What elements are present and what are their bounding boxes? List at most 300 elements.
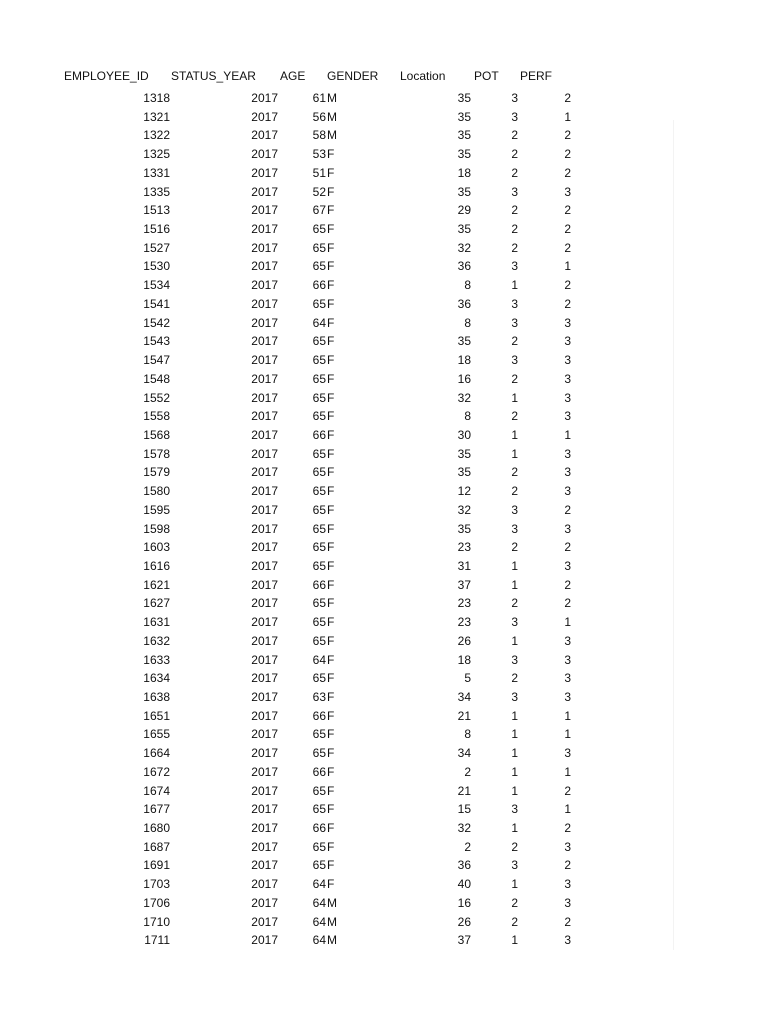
cell-perf: 1 <box>564 259 571 274</box>
cell-status-year: 2017 <box>251 596 278 611</box>
cell-gender: F <box>327 764 335 779</box>
cell-perf: 2 <box>564 502 571 517</box>
cell-employee-id: 1633 <box>143 652 170 667</box>
cell-status-year: 2017 <box>251 315 278 330</box>
cell-location: 32 <box>457 502 471 517</box>
cell-location: 35 <box>457 109 471 124</box>
cell-status-year: 2017 <box>251 446 278 461</box>
cell-location: 21 <box>457 783 471 798</box>
cell-age: 66 <box>312 278 326 293</box>
cell-age: 65 <box>312 746 326 761</box>
cell-location: 36 <box>457 296 471 311</box>
cell-perf: 2 <box>564 914 571 929</box>
cell-perf: 2 <box>564 222 571 237</box>
cell-gender: F <box>327 427 335 442</box>
cell-status-year: 2017 <box>251 577 278 592</box>
cell-age: 64 <box>312 933 326 948</box>
cell-gender: F <box>327 371 335 386</box>
table-row <box>0 594 768 613</box>
cell-employee-id: 1335 <box>143 184 170 199</box>
cell-gender: F <box>327 615 335 630</box>
cell-perf: 1 <box>564 727 571 742</box>
cell-perf: 1 <box>564 615 571 630</box>
cell-gender: F <box>327 502 335 517</box>
cell-age: 65 <box>312 296 326 311</box>
cell-employee-id: 1674 <box>143 783 170 798</box>
cell-perf: 1 <box>564 802 571 817</box>
cell-age: 65 <box>312 727 326 742</box>
cell-employee-id: 1541 <box>143 296 170 311</box>
cell-location: 23 <box>457 596 471 611</box>
header-status-year: STATUS_YEAR <box>171 69 256 83</box>
cell-gender: F <box>327 240 335 255</box>
cell-status-year: 2017 <box>251 278 278 293</box>
cell-perf: 3 <box>564 652 571 667</box>
cell-employee-id: 1711 <box>144 933 170 948</box>
table-row <box>0 445 768 464</box>
cell-status-year: 2017 <box>251 147 278 162</box>
table-row <box>0 819 768 838</box>
table-row <box>0 463 768 482</box>
cell-status-year: 2017 <box>251 746 278 761</box>
cell-gender: F <box>327 802 335 817</box>
cell-gender: F <box>327 783 335 798</box>
cell-location: 35 <box>457 465 471 480</box>
table-row <box>0 108 768 127</box>
cell-perf: 3 <box>564 746 571 761</box>
cell-perf: 3 <box>564 933 571 948</box>
cell-pot: 2 <box>511 147 518 162</box>
table-row <box>0 126 768 145</box>
cell-pot: 2 <box>511 465 518 480</box>
cell-gender: M <box>327 109 337 124</box>
cell-employee-id: 1598 <box>143 521 170 536</box>
cell-location: 8 <box>464 409 471 424</box>
cell-location: 40 <box>457 877 471 892</box>
cell-perf: 2 <box>564 540 571 555</box>
cell-age: 61 <box>312 91 326 105</box>
cell-employee-id: 1543 <box>143 334 170 349</box>
cell-status-year: 2017 <box>251 690 278 704</box>
cell-gender: F <box>327 147 335 162</box>
cell-status-year: 2017 <box>251 128 278 143</box>
cell-location: 8 <box>464 278 471 293</box>
table-row <box>0 389 768 408</box>
cell-perf: 3 <box>564 334 571 349</box>
cell-pot: 1 <box>511 764 518 779</box>
cell-age: 58 <box>312 128 326 143</box>
cell-age: 65 <box>312 222 326 237</box>
cell-employee-id: 1530 <box>143 259 170 274</box>
cell-perf: 3 <box>564 839 571 854</box>
cell-pot: 3 <box>511 652 518 667</box>
cell-pot: 3 <box>511 690 518 704</box>
table-row <box>0 370 768 389</box>
cell-employee-id: 1634 <box>143 671 170 686</box>
cell-perf: 3 <box>564 465 571 480</box>
cell-pot: 3 <box>511 315 518 330</box>
cell-age: 66 <box>312 708 326 723</box>
cell-status-year: 2017 <box>251 371 278 386</box>
table-row <box>0 632 768 651</box>
cell-pot: 3 <box>511 109 518 124</box>
cell-location: 32 <box>457 240 471 255</box>
cell-perf: 2 <box>564 91 571 105</box>
cell-gender: F <box>327 165 335 180</box>
cell-location: 30 <box>457 427 471 442</box>
cell-location: 5 <box>464 671 471 686</box>
cell-status-year: 2017 <box>251 203 278 218</box>
cell-gender: F <box>327 821 335 836</box>
table-row <box>0 931 768 950</box>
cell-pot: 2 <box>511 371 518 386</box>
cell-employee-id: 1627 <box>143 596 170 611</box>
cell-pot: 1 <box>511 821 518 836</box>
cell-perf: 3 <box>564 895 571 910</box>
cell-gender: M <box>327 128 337 143</box>
cell-pot: 2 <box>511 484 518 499</box>
cell-status-year: 2017 <box>251 502 278 517</box>
cell-status-year: 2017 <box>251 540 278 555</box>
cell-employee-id: 1331 <box>143 165 170 180</box>
cell-status-year: 2017 <box>251 427 278 442</box>
cell-employee-id: 1710 <box>143 914 170 929</box>
cell-location: 18 <box>457 353 471 368</box>
cell-location: 26 <box>457 914 471 929</box>
cell-perf: 1 <box>564 109 571 124</box>
cell-status-year: 2017 <box>251 240 278 255</box>
cell-location: 35 <box>457 91 471 105</box>
cell-location: 35 <box>457 128 471 143</box>
header-location: Location <box>400 69 446 83</box>
cell-age: 65 <box>312 409 326 424</box>
header-age: AGE <box>280 69 306 83</box>
cell-pot: 2 <box>511 203 518 218</box>
table-row <box>0 613 768 632</box>
cell-employee-id: 1632 <box>143 633 170 648</box>
cell-employee-id: 1558 <box>143 409 170 424</box>
cell-pot: 2 <box>511 222 518 237</box>
cell-employee-id: 1579 <box>143 465 170 480</box>
cell-location: 34 <box>457 690 471 704</box>
cell-perf: 3 <box>564 390 571 405</box>
cell-age: 67 <box>312 203 326 218</box>
cell-age: 65 <box>312 596 326 611</box>
cell-perf: 2 <box>564 858 571 873</box>
cell-employee-id: 1318 <box>143 91 170 105</box>
table-row <box>0 669 768 688</box>
cell-age: 65 <box>312 446 326 461</box>
cell-gender: F <box>327 465 335 480</box>
data-rows <box>0 89 768 950</box>
cell-employee-id: 1621 <box>143 577 170 592</box>
cell-age: 65 <box>312 783 326 798</box>
cell-gender: F <box>327 746 335 761</box>
table-row <box>0 651 768 670</box>
cell-age: 65 <box>312 615 326 630</box>
table-row <box>0 894 768 913</box>
cell-status-year: 2017 <box>251 222 278 237</box>
cell-pot: 1 <box>511 633 518 648</box>
cell-status-year: 2017 <box>251 259 278 274</box>
cell-pot: 3 <box>511 615 518 630</box>
cell-location: 31 <box>457 558 471 573</box>
cell-gender: F <box>327 577 335 592</box>
table-row <box>0 257 768 276</box>
cell-status-year: 2017 <box>251 933 278 948</box>
cell-pot: 2 <box>511 240 518 255</box>
cell-employee-id: 1321 <box>143 109 170 124</box>
cell-perf: 2 <box>564 821 571 836</box>
cell-pot: 2 <box>511 165 518 180</box>
cell-status-year: 2017 <box>251 783 278 798</box>
cell-employee-id: 1513 <box>143 203 170 218</box>
table-row <box>0 220 768 239</box>
cell-pot: 1 <box>511 427 518 442</box>
cell-pot: 2 <box>511 596 518 611</box>
table-row <box>0 913 768 932</box>
cell-location: 2 <box>464 764 471 779</box>
cell-status-year: 2017 <box>251 764 278 779</box>
cell-employee-id: 1547 <box>143 353 170 368</box>
table-row <box>0 201 768 220</box>
header-row <box>0 69 768 87</box>
table-row <box>0 538 768 557</box>
cell-gender: F <box>327 390 335 405</box>
cell-age: 66 <box>312 427 326 442</box>
cell-pot: 3 <box>511 502 518 517</box>
cell-age: 65 <box>312 671 326 686</box>
cell-perf: 3 <box>564 184 571 199</box>
cell-pot: 3 <box>511 259 518 274</box>
cell-status-year: 2017 <box>251 465 278 480</box>
cell-status-year: 2017 <box>251 802 278 817</box>
cell-status-year: 2017 <box>251 353 278 368</box>
table-row <box>0 707 768 726</box>
table-row <box>0 332 768 351</box>
table-row <box>0 239 768 258</box>
table-row <box>0 800 768 819</box>
cell-perf: 2 <box>564 596 571 611</box>
cell-age: 56 <box>312 109 326 124</box>
cell-age: 65 <box>312 371 326 386</box>
cell-perf: 3 <box>564 671 571 686</box>
cell-perf: 3 <box>564 521 571 536</box>
cell-status-year: 2017 <box>251 708 278 723</box>
cell-employee-id: 1534 <box>143 278 170 293</box>
cell-location: 35 <box>457 334 471 349</box>
cell-gender: F <box>327 315 335 330</box>
cell-perf: 3 <box>564 315 571 330</box>
cell-age: 64 <box>312 914 326 929</box>
cell-pot: 2 <box>511 914 518 929</box>
table-row <box>0 856 768 875</box>
table-row <box>0 688 768 707</box>
cell-location: 15 <box>457 802 471 817</box>
cell-employee-id: 1631 <box>143 615 170 630</box>
cell-status-year: 2017 <box>251 839 278 854</box>
cell-location: 18 <box>457 652 471 667</box>
cell-location: 26 <box>457 633 471 648</box>
cell-location: 35 <box>457 446 471 461</box>
cell-pot: 2 <box>511 540 518 555</box>
cell-location: 8 <box>464 315 471 330</box>
cell-age: 64 <box>312 315 326 330</box>
cell-gender: F <box>327 708 335 723</box>
cell-age: 64 <box>312 652 326 667</box>
header-pot: POT <box>474 69 499 83</box>
cell-employee-id: 1325 <box>143 147 170 162</box>
cell-age: 52 <box>312 184 326 199</box>
cell-location: 29 <box>457 203 471 218</box>
cell-perf: 1 <box>564 427 571 442</box>
cell-employee-id: 1578 <box>143 446 170 461</box>
cell-employee-id: 1651 <box>143 708 170 723</box>
cell-age: 66 <box>312 821 326 836</box>
table-row <box>0 89 768 108</box>
cell-location: 36 <box>457 259 471 274</box>
cell-status-year: 2017 <box>251 484 278 499</box>
cell-pot: 3 <box>511 858 518 873</box>
cell-status-year: 2017 <box>251 877 278 892</box>
cell-pot: 1 <box>511 390 518 405</box>
cell-perf: 1 <box>564 708 571 723</box>
table-row <box>0 183 768 202</box>
cell-perf: 3 <box>564 446 571 461</box>
cell-perf: 2 <box>564 240 571 255</box>
table-row <box>0 426 768 445</box>
cell-employee-id: 1603 <box>143 540 170 555</box>
table-row <box>0 744 768 763</box>
cell-location: 16 <box>457 895 471 910</box>
cell-gender: M <box>327 914 337 929</box>
cell-gender: F <box>327 558 335 573</box>
cell-perf: 1 <box>564 764 571 779</box>
cell-gender: M <box>327 933 337 948</box>
cell-employee-id: 1616 <box>143 558 170 573</box>
cell-status-year: 2017 <box>251 821 278 836</box>
cell-age: 64 <box>312 895 326 910</box>
cell-employee-id: 1672 <box>143 764 170 779</box>
cell-location: 37 <box>457 577 471 592</box>
cell-age: 65 <box>312 353 326 368</box>
cell-gender: F <box>327 409 335 424</box>
cell-pot: 1 <box>511 746 518 761</box>
cell-pot: 2 <box>511 409 518 424</box>
cell-age: 65 <box>312 839 326 854</box>
cell-pot: 1 <box>511 708 518 723</box>
cell-pot: 2 <box>511 895 518 910</box>
cell-location: 23 <box>457 540 471 555</box>
table-row <box>0 351 768 370</box>
cell-gender: F <box>327 521 335 536</box>
cell-age: 65 <box>312 465 326 480</box>
cell-age: 51 <box>312 165 326 180</box>
cell-status-year: 2017 <box>251 91 278 105</box>
cell-age: 65 <box>312 240 326 255</box>
cell-status-year: 2017 <box>251 727 278 742</box>
cell-perf: 2 <box>564 147 571 162</box>
cell-perf: 3 <box>564 877 571 892</box>
cell-perf: 2 <box>564 128 571 143</box>
cell-employee-id: 1691 <box>143 858 170 873</box>
cell-pot: 3 <box>511 521 518 536</box>
header-employee-id: EMPLOYEE_ID <box>64 69 149 83</box>
table-row <box>0 501 768 520</box>
cell-location: 32 <box>457 821 471 836</box>
table-row <box>0 314 768 333</box>
cell-perf: 2 <box>564 296 571 311</box>
cell-pot: 3 <box>511 353 518 368</box>
cell-age: 63 <box>312 690 326 704</box>
cell-employee-id: 1552 <box>143 390 170 405</box>
cell-status-year: 2017 <box>251 558 278 573</box>
cell-perf: 2 <box>564 783 571 798</box>
cell-location: 32 <box>457 390 471 405</box>
cell-gender: F <box>327 446 335 461</box>
cell-perf: 3 <box>564 633 571 648</box>
cell-status-year: 2017 <box>251 652 278 667</box>
cell-employee-id: 1527 <box>143 240 170 255</box>
cell-location: 36 <box>457 858 471 873</box>
cell-pot: 1 <box>511 577 518 592</box>
cell-gender: F <box>327 222 335 237</box>
cell-perf: 3 <box>564 409 571 424</box>
table-row <box>0 576 768 595</box>
cell-gender: F <box>327 652 335 667</box>
cell-employee-id: 1516 <box>143 222 170 237</box>
cell-gender: F <box>327 727 335 742</box>
cell-gender: F <box>327 596 335 611</box>
cell-perf: 2 <box>564 165 571 180</box>
cell-pot: 3 <box>511 296 518 311</box>
cell-perf: 3 <box>564 484 571 499</box>
table-row <box>0 520 768 539</box>
cell-age: 66 <box>312 577 326 592</box>
cell-gender: F <box>327 858 335 873</box>
header-perf: PERF <box>520 69 553 83</box>
cell-location: 37 <box>457 933 471 948</box>
cell-age: 65 <box>312 390 326 405</box>
cell-status-year: 2017 <box>251 409 278 424</box>
cell-gender: F <box>327 184 335 199</box>
cell-age: 65 <box>312 540 326 555</box>
cell-gender: F <box>327 540 335 555</box>
cell-status-year: 2017 <box>251 109 278 124</box>
cell-employee-id: 1664 <box>143 746 170 761</box>
table-row <box>0 838 768 857</box>
table-row <box>0 407 768 426</box>
cell-status-year: 2017 <box>251 858 278 873</box>
cell-status-year: 2017 <box>251 895 278 910</box>
cell-employee-id: 1680 <box>143 821 170 836</box>
cell-gender: F <box>327 671 335 686</box>
cell-location: 35 <box>457 222 471 237</box>
cell-employee-id: 1638 <box>143 690 170 704</box>
table-row <box>0 276 768 295</box>
cell-gender: F <box>327 633 335 648</box>
cell-age: 65 <box>312 633 326 648</box>
cell-perf: 2 <box>564 278 571 293</box>
cell-pot: 2 <box>511 334 518 349</box>
cell-status-year: 2017 <box>251 184 278 199</box>
cell-pot: 1 <box>511 877 518 892</box>
cell-location: 21 <box>457 708 471 723</box>
cell-employee-id: 1548 <box>143 371 170 386</box>
cell-employee-id: 1580 <box>143 484 170 499</box>
cell-employee-id: 1542 <box>143 315 170 330</box>
table-row <box>0 725 768 744</box>
